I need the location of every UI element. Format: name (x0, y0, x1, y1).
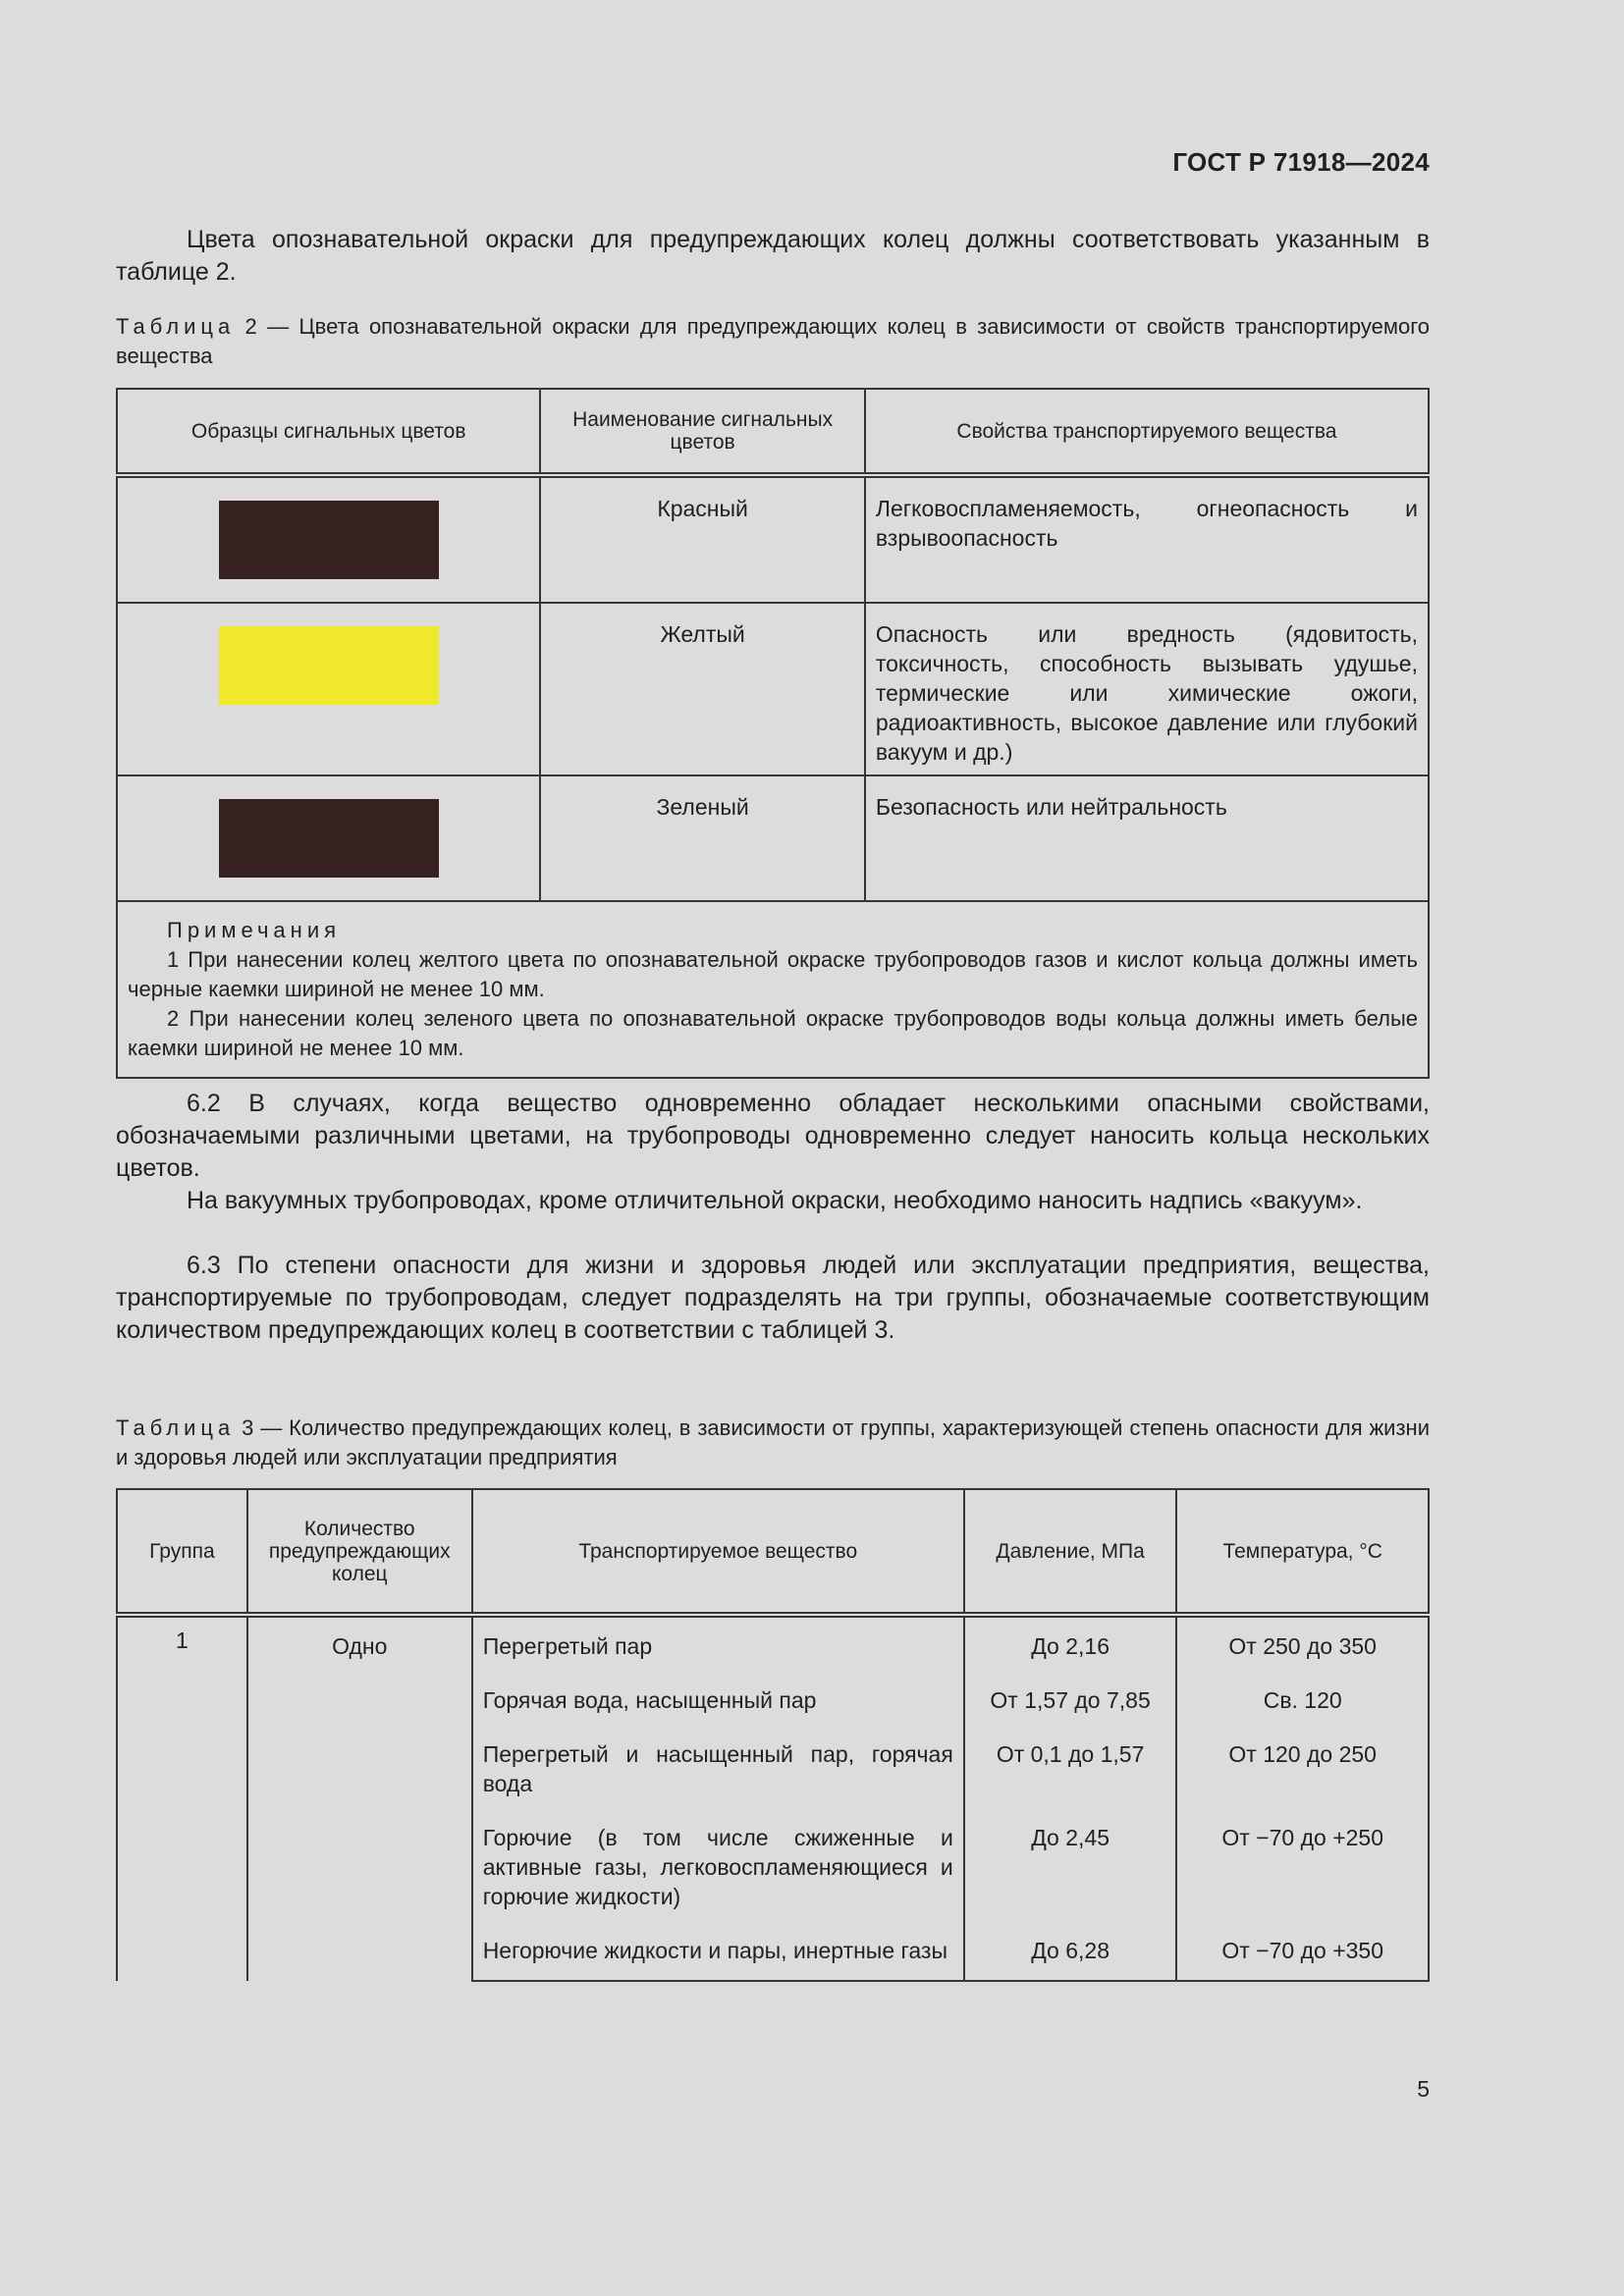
substance-cell: Горючие (в том числе сжиженные и активные газы, легковоспламеняющиеся и горючие жидкости) (472, 1813, 964, 1926)
temperature-cell: От 120 до 250 (1176, 1730, 1429, 1813)
note-item: 1 При нанесении колец желтого цвета по опознавательной окраске трубопроводов газов и кислот кольца должны иметь черные каемки шириной не менее 10 мм. (128, 947, 1418, 1001)
substance-cell: Перегретый и насыщенный пар, горячая вода (472, 1730, 964, 1813)
intro-paragraph: Цвета опознавательной окраски для предупреждающих колец должны соответствовать указанным в таблице 2. (116, 226, 1430, 286)
document-code: ГОСТ Р 71918—2024 (1172, 147, 1430, 177)
table3-caption-label: Таблица (116, 1415, 236, 1440)
table-row (117, 475, 1429, 603)
swatch-cell (117, 775, 540, 901)
substance-cell: Горячая вода, насыщенный пар (472, 1676, 964, 1730)
substance-cell: Перегретый пар (472, 1615, 964, 1676)
temperature-cell: От −70 до +350 (1176, 1926, 1429, 1981)
table3-header-temperature: Температура, °С (1176, 1489, 1429, 1615)
table3-header-count: Количество предупреждающих колец (247, 1489, 472, 1615)
table-3 (116, 1488, 1430, 1982)
rings-count-cell: Одно (247, 1615, 472, 1981)
notes-title: Примечания (167, 918, 342, 942)
table3-header-substance: Транспортируемое вещество (472, 1489, 964, 1615)
substance-cell: Негорючие жидкости и пары, инертные газы (472, 1926, 964, 1981)
group-cell: 1 (117, 1615, 247, 1981)
pressure-cell: До 6,28 (964, 1926, 1177, 1981)
color-swatch-yellow (219, 626, 439, 705)
paragraph-6-2: 6.2 В случаях, когда вещество одновременно обладает несколькими опасными свойствами, обозначаемыми различными цветами, на трубопроводы одновременно следует наносить кольца нескольких цветов. (116, 1090, 1430, 1182)
table-row (117, 775, 1429, 901)
color-name: Зеленый (540, 775, 864, 901)
swatch-cell (117, 475, 540, 603)
color-name: Желтый (540, 603, 864, 775)
color-properties: Безопасность или нейтральность (865, 775, 1429, 901)
pressure-cell: До 2,16 (964, 1615, 1177, 1676)
page-number: 5 (1417, 2076, 1430, 2102)
table-row (117, 1615, 1429, 1676)
table3-header-pressure: Давление, МПа (964, 1489, 1177, 1615)
table2-header-samples: Образцы сигнальных цветов (117, 389, 540, 475)
temperature-cell: От −70 до +250 (1176, 1813, 1429, 1926)
paragraph-vacuum: На вакуумных трубопроводах, кроме отличительной окраски, необходимо наносить надпись «вакуум». (187, 1187, 1363, 1214)
table2-caption-label: Таблица (116, 314, 236, 339)
color-swatch-green (219, 799, 439, 878)
paragraph-6-3: 6.3 По степени опасности для жизни и здоровья людей или эксплуатации предприятия, вещества, транспортируемые по трубопроводам, следует подразделять на три группы, обозначаемые соответствующим количеством предупреждающих колец в соответствии с таблицей 3. (116, 1252, 1430, 1344)
table3-caption (116, 1414, 1430, 1472)
table2-header-props: Свойства транспортируемого вещества (865, 389, 1429, 475)
color-swatch-red (219, 501, 439, 579)
table-2 (116, 388, 1430, 1079)
table-row (117, 603, 1429, 775)
table2-notes (117, 901, 1429, 1078)
color-name: Красный (540, 475, 864, 603)
pressure-cell: До 2,45 (964, 1813, 1177, 1926)
swatch-cell (117, 603, 540, 775)
table2-caption (116, 312, 1430, 371)
note-item: 2 При нанесении колец зеленого цвета по опознавательной окраске трубопроводов воды кольца должны иметь белые каемки шириной не менее 10 мм. (128, 1006, 1418, 1060)
pressure-cell: От 0,1 до 1,57 (964, 1730, 1177, 1813)
color-properties: Легковоспламеняемость, огнеопасность и взрывоопасность (865, 475, 1429, 603)
table2-caption-text: 2 — Цвета опознавательной окраски для предупреждающих колец в зависимости от свойств транспортируемого вещества (116, 314, 1430, 368)
table3-caption-text: 3 — Количество предупреждающих колец, в зависимости от группы, характеризующей степень опасности для жизни и здоровья людей или эксплуатации предприятия (116, 1415, 1430, 1469)
temperature-cell: От 250 до 350 (1176, 1615, 1429, 1676)
table3-header-group: Группа (117, 1489, 247, 1615)
table2-header-name: Наименование сигнальных цветов (540, 389, 864, 475)
color-properties: Опасность или вредность (ядовитость, токсичность, способность вызывать удушье, термические или химические ожоги, радиоактивность, высокое давление или глубокий вакуум и др.) (865, 603, 1429, 775)
pressure-cell: От 1,57 до 7,85 (964, 1676, 1177, 1730)
temperature-cell: Св. 120 (1176, 1676, 1429, 1730)
